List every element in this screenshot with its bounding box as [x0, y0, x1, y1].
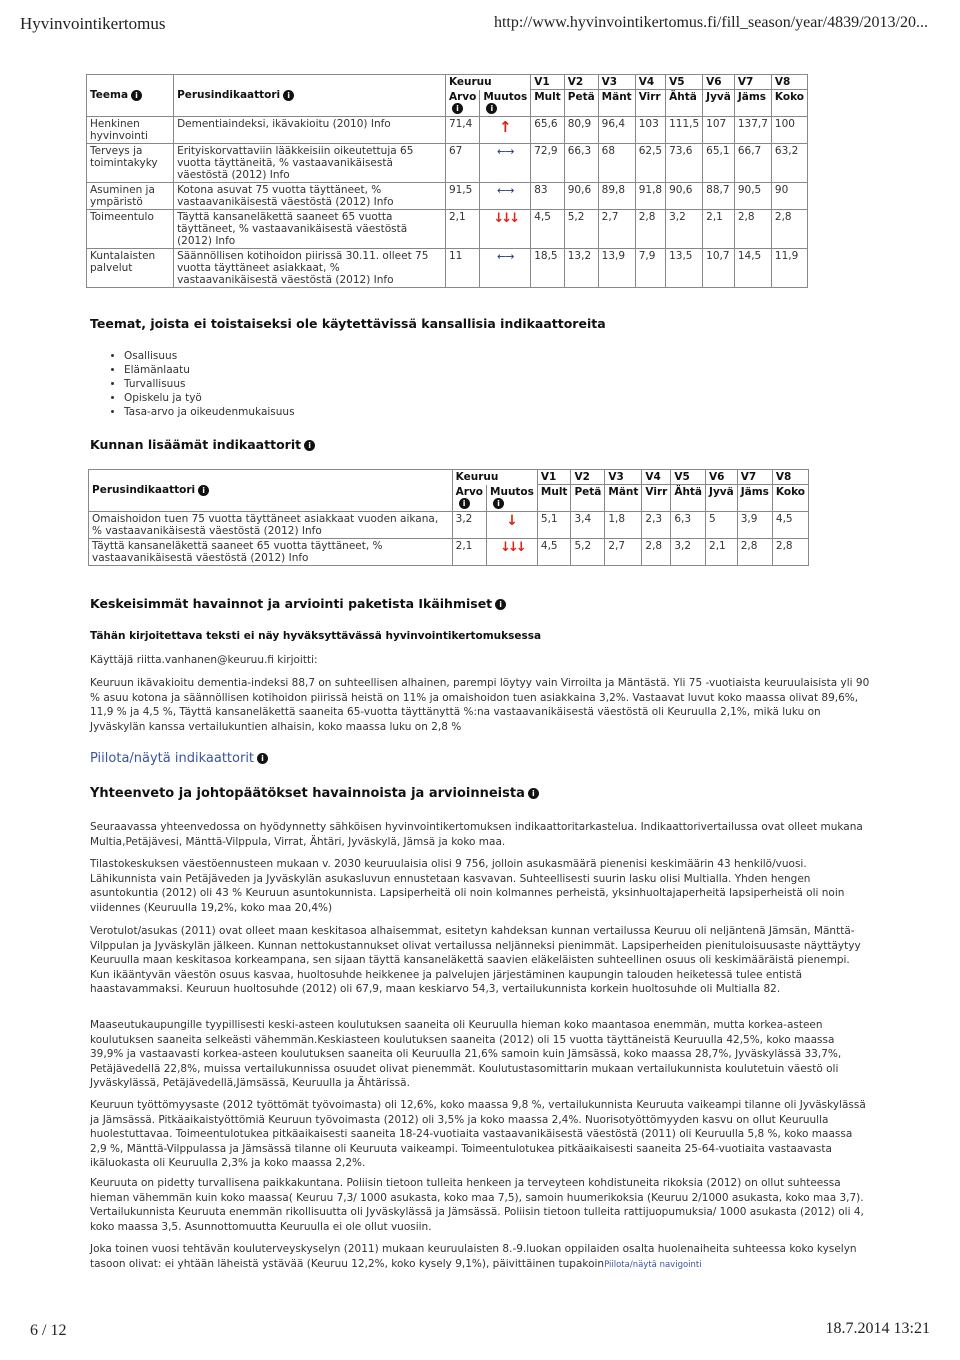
col-v7: V7 [737, 470, 772, 485]
summary-paragraph: Joka toinen vuosi tehtävän kouluterveyskyselyn (2011) mukaan keuruulaisten 8.-9.luokan oppilaiden osalta huolenaiheita suhteessa koko kyselyn tasoon olivat: ei yhtään läheistä ystävää (Keuruu 12,2%, koko kysely 9,1%), päivittäinen tupakoinPiilota/näytä navigointi [90, 1243, 857, 1270]
value-cell: 73,6 [666, 143, 703, 182]
page-header-title: Hyvinvointikertomus [20, 14, 166, 33]
page-number: 6 / 12 [30, 1322, 67, 1339]
info-icon[interactable]: i [304, 440, 315, 451]
value-cell: 14,5 [734, 248, 771, 287]
hidden-note: Tähän kirjoitettava teksti ei näy hyväksyttävässä hyvinvointikertomuksessa [90, 630, 542, 642]
indicator-cell[interactable]: Täyttä kansaneläkettä saaneet 65 vuotta täyttäneet, % vastaavanikäisestä väestöstä (2012) Info [89, 538, 453, 565]
value-cell: 68 [598, 143, 635, 182]
list-item: • Osallisuus [124, 349, 295, 363]
table-header-row [87, 75, 808, 90]
info-icon[interactable]: i [257, 753, 268, 764]
info-icon[interactable]: i [528, 788, 539, 799]
value-cell: 2,3 [642, 511, 671, 538]
arvo-cell: 91,5 [445, 182, 479, 209]
col-v2: V2 [571, 470, 605, 485]
summary-paragraph: Keuruun työttömyysaste (2012 työttömät työvoimasta) oli 12,6%, koko maassa 9,8 %, vertailukunnista Keuruuta vaikeampi tilanne oli Jyväskylässä ja Jämsässä. Pitkäaikaistyöttömiä Keuruun työvoimasta (2012) oli 3,5% ja koko maassa 2,4%. Nuorisotyöttömyyden kasvu on ollut Keuruulla huolestuttavaa. Toimeentulotukea pitkäaikaisesti saaneita 18-24-vuotiaita vastaavanikäisestä väestöstä (2011) oli Keuruulla 5,8 %, koko maassa 2,9 %, Mänttä-Vilppulassa ja Jämsässä tilanne oli Keuruuta vaikeampi. Toimeentulotukea pitkäaikaisesti saaneita 25-64-vuotiaita vastaavasta ikäluokasta oli Keuruulla 2,3% ja koko maassa 2,2%. [90, 1099, 866, 1169]
value-cell: 62,5 [635, 143, 665, 182]
table-header-row [89, 470, 809, 485]
info-icon[interactable]: i [452, 103, 463, 114]
col-indicator-header: Perusindikaattori [92, 484, 196, 497]
col-keuruu-header: Keuruu [452, 470, 537, 485]
col-v5-name: Ähtä [671, 485, 706, 512]
value-cell: 90,5 [734, 182, 771, 209]
table-row [87, 209, 808, 248]
arvo-cell: 3,2 [452, 511, 486, 538]
col-v8: V8 [772, 470, 808, 485]
indicator-cell[interactable]: Dementiaindeksi, ikävakioitu (2010) Info [174, 116, 446, 143]
theme-cell: Toimeentulo [87, 209, 174, 248]
col-arvo-header: Arvo [448, 90, 477, 103]
trend-strong-down-icon: ↓↓↓ [500, 539, 524, 555]
col-v7-name: Jäms [734, 90, 771, 117]
arvo-cell: 67 [445, 143, 479, 182]
added-indicators-heading: Kunnan lisäämät indikaattorit i [90, 437, 315, 452]
value-cell: 4,5 [537, 538, 571, 565]
value-cell: 107 [703, 116, 735, 143]
theme-cell: Terveys ja toimintakyky [87, 143, 174, 182]
value-cell: 65,1 [703, 143, 735, 182]
col-v2-name: Petä [564, 90, 598, 117]
col-v8-name: Koko [772, 485, 808, 512]
theme-cell: Kuntalaisten palvelut [87, 248, 174, 287]
col-v4-name: Virr [635, 90, 665, 117]
value-cell: 11,9 [771, 248, 807, 287]
value-cell: 91,8 [635, 182, 665, 209]
col-keuruu-header: Keuruu [445, 75, 530, 90]
info-icon[interactable]: i [486, 103, 497, 114]
key-findings-text: Keuruun ikävakioitu dementia-indeksi 88,7 on suhteellisen alhainen, parempi löytyy vain Virroilta ja Mäntästä. Yli 75 -vuotiaista keuruulaisista yli 90 % asuu kotona ja säännöllisen kotihoidon piirissä heistä on 11% ja omaishoidon tuen asiakkaina 3,2%. Vastaavat luvut koko maassa olivat 89,6%, 11,9 % ja 4,5 %, Täyttä kansaneläkettä saaneita 65-vuotta täyttänyttä %:na vastaavanikäisestä väestöstä oli Keuruulla 2,1%, mikä luku on Jyväskylän kanssa vertailukuntien alhaisin, koko maassa luku on 2,8 % [90, 677, 870, 733]
value-cell: 2,1 [706, 538, 738, 565]
trend-same-icon: ←→ [497, 183, 514, 197]
added-indicator-table [88, 469, 809, 566]
value-cell: 3,9 [737, 511, 772, 538]
value-cell: 5 [706, 511, 738, 538]
info-icon[interactable]: i [493, 498, 504, 509]
page-header-url: http://www.hyvinvointikertomus.fi/fill_season/year/4839/2013/20... [493, 14, 928, 31]
value-cell: 2,8 [734, 209, 771, 248]
value-cell: 7,9 [635, 248, 665, 287]
value-cell: 4,5 [531, 209, 565, 248]
col-v6: V6 [706, 470, 738, 485]
value-cell: 4,5 [772, 511, 808, 538]
col-v1-name: Mult [531, 90, 565, 117]
value-cell: 13,2 [564, 248, 598, 287]
value-cell: 90,6 [666, 182, 703, 209]
col-v6-name: Jyvä [703, 90, 735, 117]
arvo-cell: 2,1 [445, 209, 479, 248]
arvo-cell: 11 [445, 248, 479, 287]
col-v1: V1 [537, 470, 571, 485]
value-cell: 90,6 [564, 182, 598, 209]
arvo-cell: 71,4 [445, 116, 479, 143]
col-v8: V8 [771, 75, 807, 90]
indicator-cell[interactable]: Erityiskorvattaviin lääkkeisiin oikeutettuja 65 vuotta täyttäneitä, % vastaavanikäisestä väestöstä (2012) Info [174, 143, 446, 182]
value-cell: 89,8 [598, 182, 635, 209]
col-v2: V2 [564, 75, 598, 90]
indicator-table [86, 74, 808, 288]
value-cell: 88,7 [703, 182, 735, 209]
value-cell: 83 [531, 182, 565, 209]
col-indicator-header: Perusindikaattori [177, 89, 281, 102]
indicator-cell[interactable]: Täyttä kansaneläkettä saaneet 65 vuotta täyttäneet, % vastaavanikäisestä väestöstä (2012) Info [174, 209, 446, 248]
trend-up-icon: ↑ [498, 117, 512, 136]
value-cell: 2,8 [642, 538, 671, 565]
col-v2-name: Petä [571, 485, 605, 512]
table-row [87, 182, 808, 209]
theme-cell: Asuminen ja ympäristö [87, 182, 174, 209]
col-v3-name: Mänt [598, 90, 635, 117]
col-v3: V3 [605, 470, 642, 485]
value-cell: 2,8 [635, 209, 665, 248]
col-v4: V4 [642, 470, 671, 485]
col-v3: V3 [598, 75, 635, 90]
col-v7: V7 [734, 75, 771, 90]
col-v1: V1 [531, 75, 565, 90]
indicator-cell[interactable]: Kotona asuvat 75 vuotta täyttäneet, % vastaavanikäisestä väestöstä (2012) Info [174, 182, 446, 209]
themes-heading: Teemat, joista ei toistaiseksi ole käytettävissä kansallisia indikaattoreita [90, 316, 606, 331]
value-cell: 2,8 [771, 209, 807, 248]
list-item: • Elämänlaatu [124, 363, 295, 377]
trend-strong-down-icon: ↓↓↓ [493, 210, 518, 226]
value-cell: 5,1 [537, 511, 571, 538]
theme-cell: Henkinen hyvinvointi [87, 116, 174, 143]
indicator-cell[interactable]: Omaishoidon tuen 75 vuotta täyttäneet asiakkaat vuoden aikana, % vastaavanikäisestä väestöstä (2012) Info [89, 511, 453, 538]
user-line: Käyttäjä riitta.vanhanen@keuruu.fi kirjoitti: [90, 654, 318, 666]
summary-paragraph: Verotulot/asukas (2011) ovat olleet maan keskitasoa alhaisemmat, esitetyn kahdeksan kunnan vertailussa Keuruu oli neljäntenä Jämsän, Mänttä-Vilppulan ja Jyväskylän jälkeen. Kunnan nettokustannukset olivat vertailussa neljänneksi pienimmät. Lapsiperheiden pienituloisuusaste näyttäytyy Keuruulla maan keskitasoa korkeampana, sen sijaan täyttä kansaneläkettä saavien eläkeläisten suhteellinen osuus oli keskimääräistä pienempi. Kun ikääntyvän väestön osuus kasvaa, huoltosuhde heikkenee ja palvelujen järjestäminen kaupungin talouden heiketessä tulee entistä haastavammaksi. Keuruun huoltosuhde (2012) oli 67,9, maan keskiarvo 54,3, vertailukunnista korkein huoltosuhde oli Multialla 82. [90, 925, 861, 995]
summary-paragraph: Keuruuta on pidetty turvallisena paikkakuntana. Poliisin tietoon tulleita henkeen ja terveyteen kohdistuneita rikoksia (2012) on ollut suhteessa hieman vähemmän kuin koko maassa( Keuruu 7,3/ 1000 asukasta, koko maa 7,5), samoin huumerikoksia (Keuruu 2/1000 asukasta, koko maa 3,7). Vertailukunnista Keuruuta enemmän rikollisuutta oli Jyväskylässä ja Jämsässä. Poliisin tietoon tulleita rattijuopumuksia/ 1000 asukasta (2012) oli 4, koko maassa 3,5. Asunnottomuutta Keuruulla ei ole ollut vuosiin. [90, 1177, 864, 1233]
value-cell: 2,7 [605, 538, 642, 565]
value-cell: 5,2 [571, 538, 605, 565]
col-v8-name: Koko [771, 90, 807, 117]
col-v5-name: Ähtä [666, 90, 703, 117]
summary-heading: Yhteenveto ja johtopäätökset havainnoista ja arvioinneista i [90, 786, 539, 801]
summary-paragraph: Seuraavassa yhteenvedossa on hyödynnetty sähköisen hyvinvointikertomuksen indikaattoritarkastelua. Indikaattorivertailussa ovat olleet mukana Multia,Petäjävesi, Mänttä-Vilppula, Virrat, Ähtäri, Jyväskylä, Jämsä ja koko maa. [90, 821, 863, 848]
list-item: • Tasa-arvo ja oikeudenmukaisuus [124, 405, 295, 419]
value-cell: 80,9 [564, 116, 598, 143]
themes-list [104, 349, 295, 419]
info-icon[interactable]: i [459, 498, 470, 509]
value-cell: 65,6 [531, 116, 565, 143]
table-row [87, 248, 808, 287]
col-v3-name: Mänt [605, 485, 642, 512]
value-cell: 13,9 [598, 248, 635, 287]
table-row [87, 116, 808, 143]
value-cell: 10,7 [703, 248, 735, 287]
value-cell: 2,8 [772, 538, 808, 565]
col-v4: V4 [635, 75, 665, 90]
col-v4-name: Virr [642, 485, 671, 512]
indicator-cell[interactable]: Säännöllisen kotihoidon piirissä 30.11. olleet 75 vuotta täyttäneet asiakkaat, % vastaavanikäisestä väestöstä (2012) Info [174, 248, 446, 287]
table-row [89, 511, 809, 538]
value-cell: 2,8 [737, 538, 772, 565]
trend-down-icon: ↓ [506, 512, 518, 529]
value-cell: 111,5 [666, 116, 703, 143]
value-cell: 13,5 [666, 248, 703, 287]
trend-same-icon: ←→ [497, 249, 514, 263]
value-cell: 3,4 [571, 511, 605, 538]
value-cell: 2,1 [703, 209, 735, 248]
toggle-indicators-link[interactable]: Piilota/näytä indikaattorit i [90, 751, 268, 766]
info-icon[interactable]: i [283, 90, 294, 101]
list-item: • Opiskelu ja työ [124, 391, 295, 405]
info-icon[interactable]: i [198, 485, 209, 496]
value-cell: 6,3 [671, 511, 706, 538]
col-arvo-header: Arvo [455, 485, 484, 498]
print-timestamp: 18.7.2014 13:21 [825, 1320, 930, 1337]
value-cell: 103 [635, 116, 665, 143]
col-v7-name: Jäms [737, 485, 772, 512]
col-muutos-header: Muutos [483, 90, 528, 103]
value-cell: 90 [771, 182, 807, 209]
col-v5: V5 [666, 75, 703, 90]
value-cell: 2,7 [598, 209, 635, 248]
col-v6: V6 [703, 75, 735, 90]
value-cell: 66,7 [734, 143, 771, 182]
value-cell: 137,7 [734, 116, 771, 143]
value-cell: 5,2 [564, 209, 598, 248]
trend-same-icon: ←→ [497, 144, 514, 158]
table-row [89, 538, 809, 565]
value-cell: 18,5 [531, 248, 565, 287]
value-cell: 100 [771, 116, 807, 143]
col-theme-header: Teema [90, 89, 129, 102]
value-cell: 63,2 [771, 143, 807, 182]
key-findings-heading: Keskeisimmät havainnot ja arviointi paketista Ikäihmiset i [90, 596, 506, 611]
arvo-cell: 2,1 [452, 538, 486, 565]
info-icon[interactable]: i [495, 599, 506, 610]
summary-paragraph: Tilastokeskuksen väestöennusteen mukaan v. 2030 keuruulaisia olisi 9 756, jolloin asukasmäärä pienenisi keskimäärin 43 henkilö/vuosi. Lähikunnista vain Petäjäveden ja Jyväskylän asukasluvun ennustetaan kasvavan. Suhteellisesti suurin lasku olisi Multialla. Yhden hengen asuntokuntia (2012) oli 43 % Keuruun asuntokunnista. Lapsiperheitä oli noin kolmannes perheistä, yksinhuoltajaperheitä lapsiperheistä oli noin viidennes (Keuruulla 19,2%, koko maa 20,4%) [90, 858, 845, 914]
value-cell: 3,2 [671, 538, 706, 565]
list-item: • Turvallisuus [124, 377, 295, 391]
value-cell: 66,3 [564, 143, 598, 182]
col-v6-name: Jyvä [706, 485, 738, 512]
value-cell: 96,4 [598, 116, 635, 143]
toggle-navigation-link[interactable]: Piilota/näytä navigointi [604, 1259, 702, 1270]
summary-paragraph: Maaseutukaupungille tyypillisesti keski-asteen koulutuksen saaneita oli Keuruulla hieman koko maantasoa enemmän, mutta korkea-asteen koulutuksen saaneita selkeästi vähemmän.Keskiasteen koulutuksen saaneita (2012) oli 15 vuotta täyttäneistä Keuruulla 42,5%, koko maassa 39,9% ja vastaavasti korkea-asteen koulutuksen saaneita oli Keuruulla 21,6% samoin kuin Jämsässä, koko maassa 28,7%, Jyväskylässä 33,7%, Petäjävedellä 22,8%, muissa vertailukunnissa osuudet olivat pienemmät. Koulutustasomittarin mukaan vertailukunnista koulutetuin väestö oli Jyväskylässä, Petäjävedellä,Jämsässä, Keuruulla ja Ähtärissä. [90, 1019, 842, 1089]
col-v1-name: Mult [537, 485, 571, 512]
col-v5: V5 [671, 470, 706, 485]
value-cell: 1,8 [605, 511, 642, 538]
table-row [87, 143, 808, 182]
value-cell: 72,9 [531, 143, 565, 182]
col-muutos-header: Muutos [490, 485, 534, 498]
info-icon[interactable]: i [131, 90, 142, 101]
value-cell: 3,2 [666, 209, 703, 248]
